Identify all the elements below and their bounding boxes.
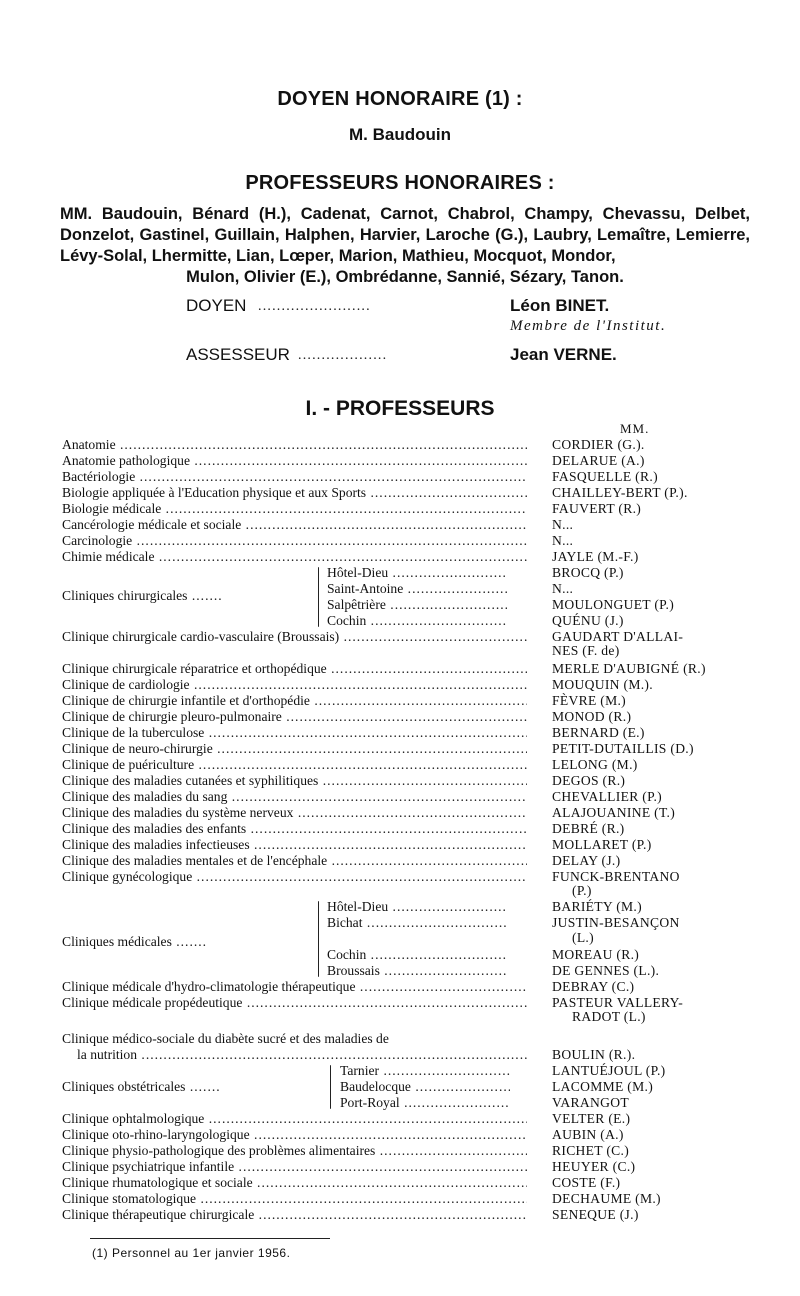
professor-name: BOULIN (R.). [552,1047,636,1062]
professor-row [62,453,752,468]
specialty: Clinique de la tuberculose ..... [62,725,527,740]
specialty: Bactériologie ..... [62,469,527,484]
specialty: Clinique thérapeutique chirurgicale ..... [62,1207,527,1222]
professor-name: DE GENNES (L.). [552,963,660,978]
professor-name: FÈVRE (M.) [552,693,626,708]
professor-name: ALAJOUANINE (T.) [552,805,676,820]
specialty: Clinique de chirurgie infantile et d'orthopédie ..... [62,693,527,708]
professor-row [62,725,752,740]
professor-name: FASQUELLE (R.) [552,469,658,484]
mm-label: MM. [620,421,650,436]
sub-site: Cochin ..... [327,613,507,628]
specialty: Biologie médicale ..... [62,501,527,516]
doyen-name: Léon BINET. [510,296,610,315]
professor-name: MOLLARET (P.) [552,837,652,852]
cliniques-medicales-label: Cliniques médicales ....... [62,934,207,949]
professor-row [62,517,752,532]
professor-name: LACOMME (M.) [552,1079,654,1094]
professor-row [62,549,752,564]
sub-site: Hôtel-Dieu ..... [327,899,507,914]
assesseur-dots: ................... [298,348,388,363]
sub-site: Cochin ..... [327,947,507,962]
specialty: Clinique de neuro-chirurgie ..... [62,741,527,756]
professor-name: BERNARD (E.) [552,725,645,740]
brace [330,1065,331,1109]
professor-name: MOULONGUET (P.) [552,597,675,612]
assesseur-label: ASSESSEUR [186,345,290,364]
specialty: Biologie appliquée à l'Education physique et aux Sports ..... [62,485,527,500]
professor-name-cont: (L.) [572,930,594,945]
professor-row [62,485,752,500]
professor-name: MOUQUIN (M.). [552,677,653,692]
assesseur-name: Jean VERNE. [510,345,617,364]
professor-name: DEGOS (R.) [552,773,626,788]
professor-name: VELTER (E.) [552,1111,631,1126]
doyen-label: DOYEN [186,296,247,315]
professor-name: FAUVERT (R.) [552,501,642,516]
specialty: Clinique médicale d'hydro-climatologie thérapeutique ..... [62,979,527,994]
professor-name: PASTEUR VALLERY- [552,995,684,1010]
professeurs-honoraires-list [60,204,750,288]
professor-row [62,1143,752,1158]
specialty: Clinique des maladies cutanées et syphilitiques ..... [62,773,527,788]
professor-row [62,789,752,804]
professor-name-cont: (P.) [572,883,592,898]
specialty: Clinique psychiatrique infantile ..... [62,1159,527,1174]
specialty: Clinique rhumatologique et sociale ..... [62,1175,527,1190]
sub-site: Salpêtrière ..... [327,597,507,612]
professor-name: CHAILLEY-BERT (P.). [552,485,688,500]
professor-row [62,437,752,452]
professor-row [62,1159,752,1174]
professor-name: MONOD (R.) [552,709,632,724]
professor-row [62,995,752,1025]
professor-name: CORDIER (G.). [552,437,645,452]
professeurs-honoraires-title: PROFESSEURS HONORAIRES : [245,172,555,194]
sub-site: Port-Royal ..... [340,1095,510,1110]
professor-name: BARIÉTY (M.) [552,899,642,914]
professor-row [62,629,752,659]
professor-row [62,661,752,676]
professor-name: DELAY (J.) [552,853,621,868]
professor-name: N... [552,517,574,532]
professor-name: JAYLE (M.-F.) [552,549,639,564]
specialty: Clinique physio-pathologique des problèmes alimentaires ..... [62,1143,527,1158]
specialty: Clinique oto-rhino-laryngologique ..... [62,1127,527,1142]
specialty: Clinique stomatologique ..... [62,1191,527,1206]
professor-row [62,1111,752,1126]
sub-site: Tarnier ..... [340,1063,510,1078]
professor-name: AUBIN (A.) [552,1127,624,1142]
specialty: Clinique chirurgicale cardio-vasculaire (Broussais) ..... [62,629,527,644]
brace [318,567,319,627]
sub-site: Broussais ..... [327,963,507,978]
footnote: (1) Personnel au 1er janvier 1956. [92,1246,291,1260]
professor-name-cont: RADOT (L.) [572,1009,646,1024]
specialty: Clinique ophtalmologique ..... [62,1111,527,1126]
professor-name: SENEQUE (J.) [552,1207,639,1222]
professor-row [62,501,752,516]
professor-name: VARANGOT [552,1095,629,1110]
professeurs-honoraires-text: MM. Baudouin, Bénard (H.), Cadenat, Carnot, Chabrol, Champy, Chevassu, Delbet, Donzelot, Gastinel, Guillain, Halphen, Harvier, Laroche (G.), Laubry, Lemaître, Lemierre, Lévy-Solal, Lhermitte, Lian, Lœper, Marion, Mathieu, Mocquot, Mondor, [60,205,750,265]
professor-name: N... [552,581,574,596]
professor-name: LANTUÉJOUL (P.) [552,1063,666,1078]
section-title: I. - PROFESSEURS [305,397,495,420]
professeurs-honoraires-text-last: Mulon, Olivier (E.), Ombrédanne, Sannié, Sézary, Tanon. [186,268,624,286]
professor-name: GAUDART D'ALLAI- [552,629,684,644]
specialty: Anatomie pathologique ..... [62,453,527,468]
professor-name: JUSTIN-BESANÇON [552,915,680,930]
professor-name: MERLE D'AUBIGNÉ (R.) [552,661,706,676]
specialty: Clinique gynécologique ..... [62,869,527,884]
footnote-rule [90,1238,330,1239]
professor-name: DEBRÉ (R.) [552,821,625,836]
professor-row [62,1207,752,1222]
sub-site: Hôtel-Dieu ..... [327,565,507,580]
professor-row [62,1127,752,1142]
specialty: Clinique des maladies du sang ..... [62,789,527,804]
specialty: Clinique des maladies du système nerveux ..... [62,805,527,820]
sub-site: Saint-Antoine ..... [327,581,507,596]
specialty: Clinique médicale propédeutique ..... [62,995,527,1010]
professor-row [62,741,752,756]
professor-name: LELONG (M.) [552,757,638,772]
professor-name: PETIT-DUTAILLIS (D.) [552,741,694,756]
professor-row [62,1191,752,1206]
specialty: Clinique des maladies mentales et de l'encéphale ..... [62,853,527,868]
specialty: Cancérologie médicale et sociale ..... [62,517,527,532]
doyen-honoraire-name: M. Baudouin [349,125,451,144]
professor-row [62,773,752,788]
professor-row [62,821,752,836]
professor-name: DELARUE (A.) [552,453,645,468]
brace [318,901,319,977]
professor-name-cont: NES (F. de) [552,643,620,658]
specialty: Clinique de puériculture ..... [62,757,527,772]
professor-name: BROCQ (P.) [552,565,624,580]
professor-row [62,677,752,692]
professor-row [62,837,752,852]
doyen-honoraire-title: DOYEN HONORAIRE (1) : [277,88,523,110]
doyen-subtitle: Membre de l'Institut. [510,318,667,334]
professor-row [62,533,752,548]
professor-row [62,469,752,484]
professor-name: CHEVALLIER (P.) [552,789,662,804]
doyen-dots: ........................ [258,299,371,314]
cliniques-obstetricales-label: Cliniques obstétricales ....... [62,1079,221,1094]
specialty: Clinique de chirurgie pleuro-pulmonaire ..... [62,709,527,724]
specialty: Clinique chirurgicale réparatrice et orthopédique ..... [62,661,527,676]
professor-name: HEUYER (C.) [552,1159,636,1174]
professor-row [62,1047,752,1062]
professor-name: MOREAU (R.) [552,947,640,962]
cliniques-chirurgicales-label: Cliniques chirurgicales ....... [62,588,223,603]
professor-name: DECHAUME (M.) [552,1191,661,1206]
professor-name: COSTE (F.) [552,1175,621,1190]
specialty: Clinique des maladies infectieuses ..... [62,837,527,852]
professor-row [62,1175,752,1190]
sub-site: Bichat ..... [327,915,507,930]
specialty-line: Clinique médico-sociale du diabète sucré et des maladies de [62,1031,389,1046]
specialty: Clinique des maladies des enfants ..... [62,821,527,836]
specialty: Clinique de cardiologie ..... [62,677,527,692]
professor-name: QUÉNU (J.) [552,613,624,628]
professor-name: RICHET (C.) [552,1143,630,1158]
professor-name: N... [552,533,574,548]
specialty: la nutrition ..... [77,1047,527,1062]
specialty: Carcinologie ..... [62,533,527,548]
specialty: Chimie médicale ..... [62,549,527,564]
professor-row [62,693,752,708]
professor-row [62,979,752,994]
professor-row [62,869,752,899]
specialty: Anatomie ..... [62,437,527,452]
professor-name: FUNCK-BRENTANO [552,869,680,884]
professor-row [62,853,752,868]
professor-row [62,805,752,820]
professor-row [62,757,752,772]
professor-name: DEBRAY (C.) [552,979,635,994]
sub-site: Baudelocque ..... [340,1079,510,1094]
professor-row [62,709,752,724]
